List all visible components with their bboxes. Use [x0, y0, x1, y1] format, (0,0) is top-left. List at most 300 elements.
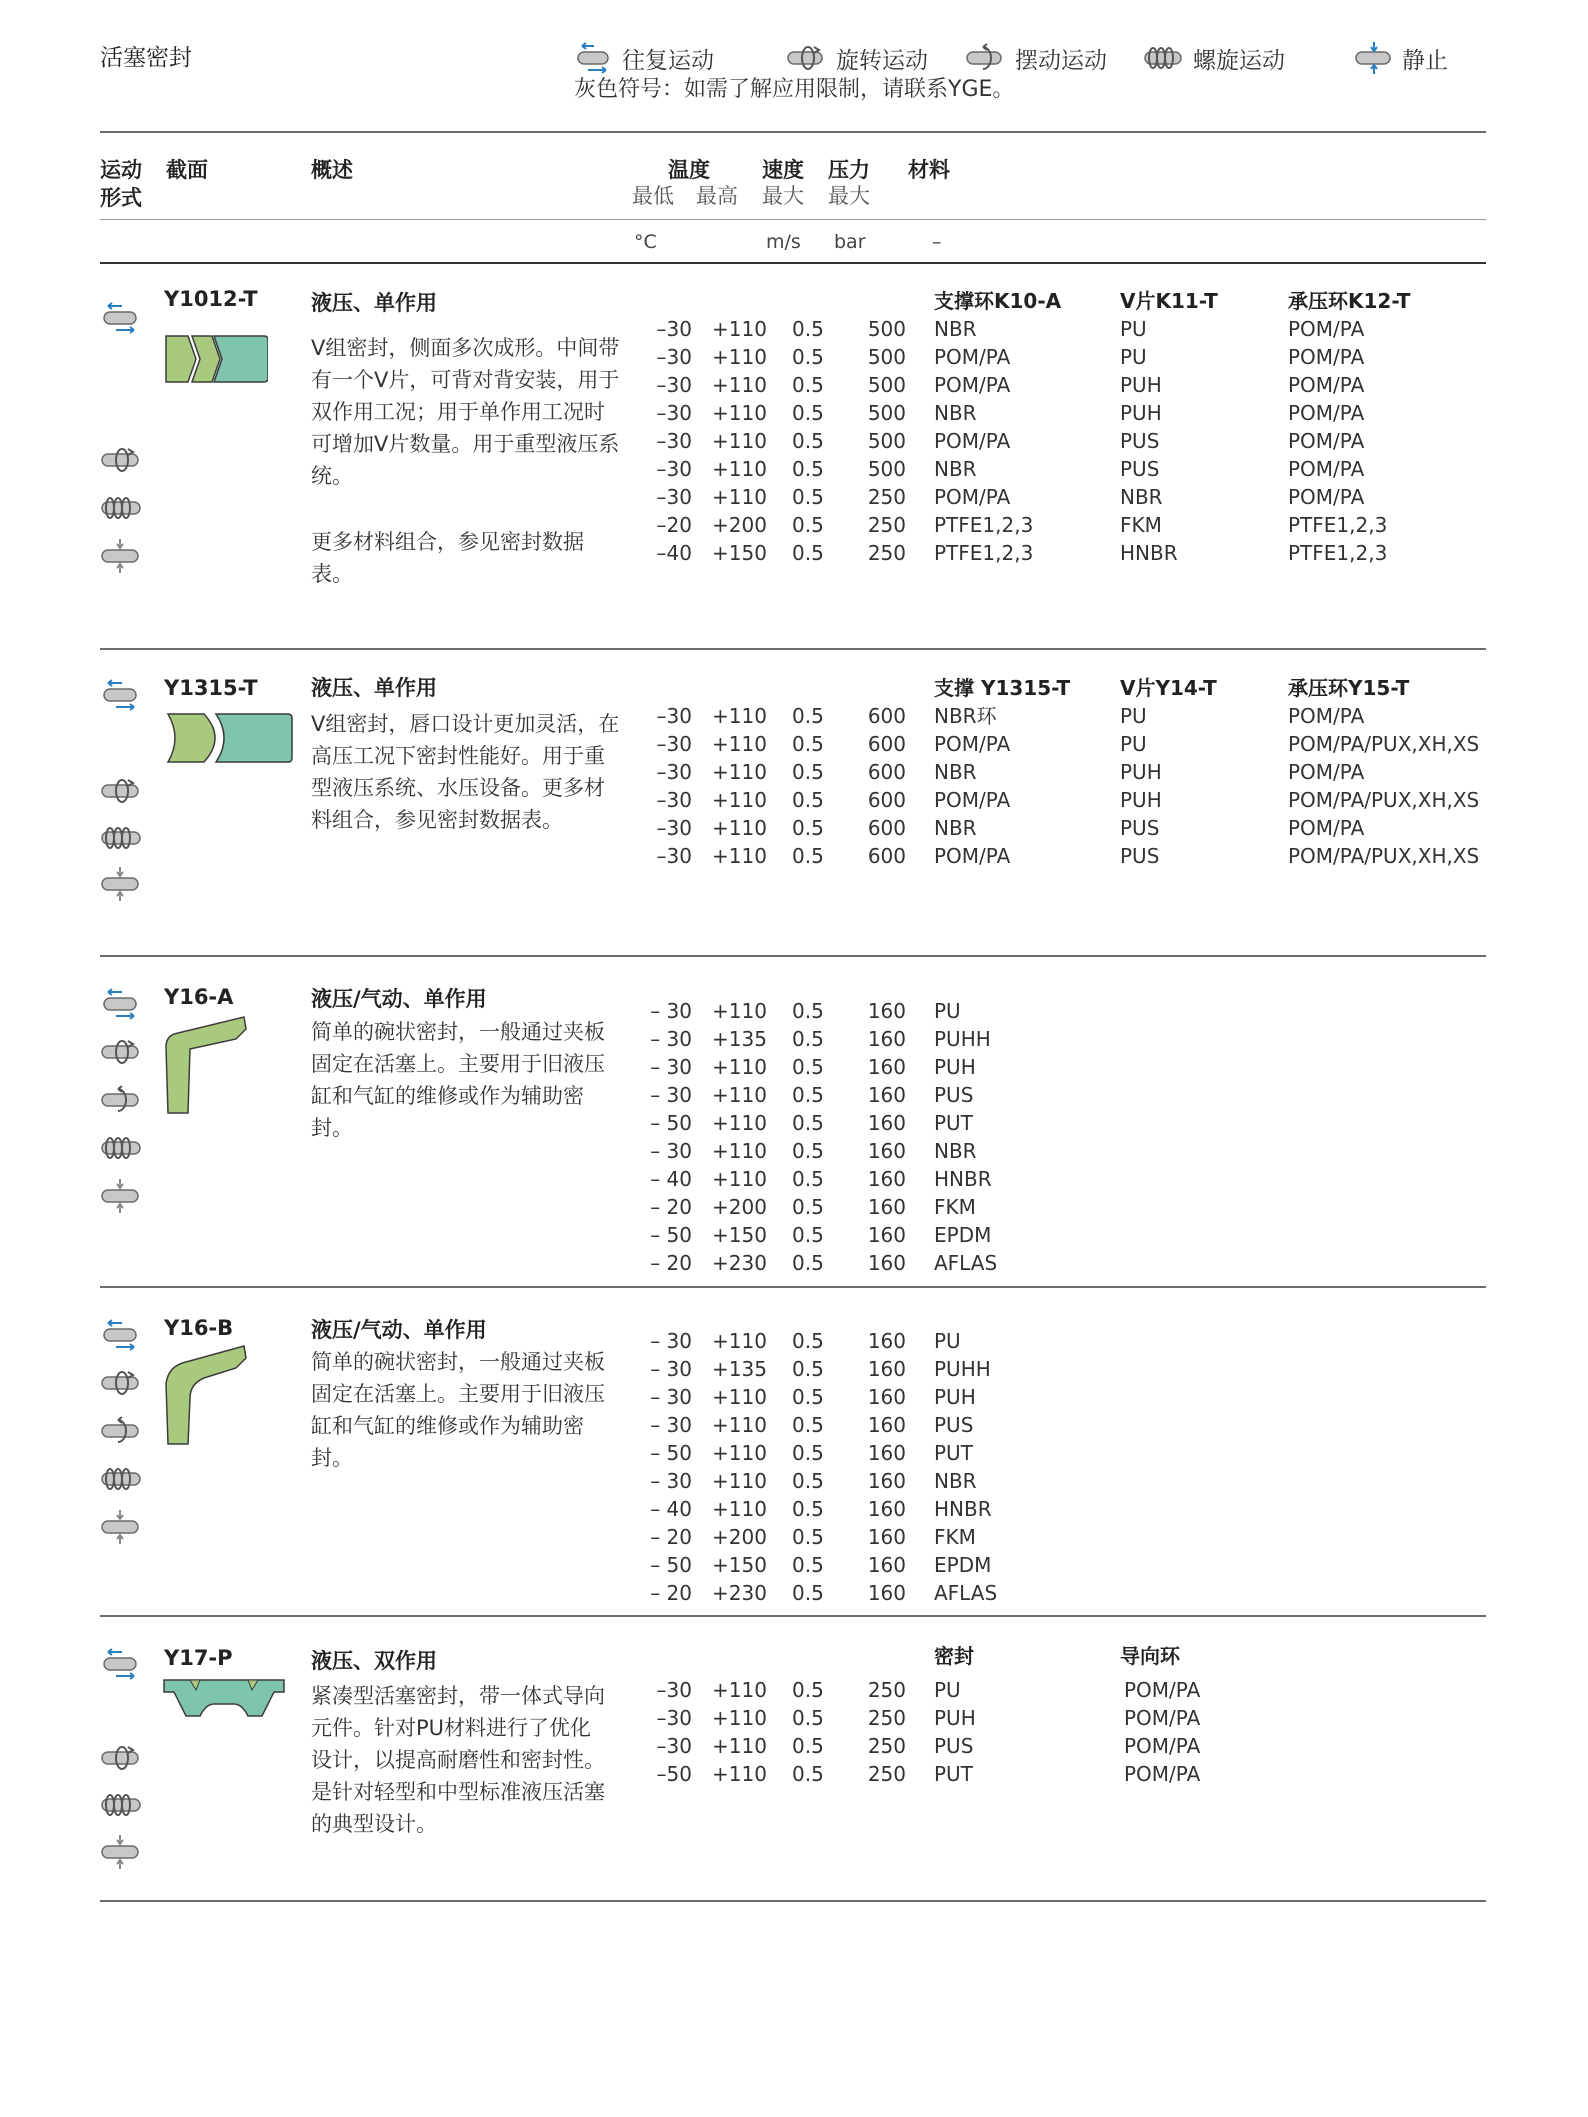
col-motion: 运动 — [100, 158, 142, 182]
table-row — [0, 1165, 1588, 1193]
cell-pressure-max: 250 — [867, 485, 906, 509]
cell-speed-max: 0.5 — [792, 1357, 824, 1381]
cell-speed-max: 0.5 — [792, 1111, 824, 1135]
cell-temp-min: – 30 — [650, 1055, 692, 1079]
cell-pressure-max: 160 — [867, 1223, 906, 1247]
col-overview: 概述 — [311, 158, 353, 182]
page-title: 活塞密封 — [100, 45, 192, 71]
cell-speed-max: 0.5 — [792, 704, 824, 728]
table-row — [0, 730, 1588, 758]
cell-material-1: PUT — [934, 1441, 973, 1465]
cell-speed-max: 0.5 — [792, 1678, 824, 1702]
product-code: Y16-A — [164, 985, 234, 1009]
cell-pressure-max: 600 — [867, 788, 906, 812]
cell-material-1: POM/PA — [934, 844, 1011, 868]
cell-speed-max: 0.5 — [792, 541, 824, 565]
table-row — [0, 758, 1588, 786]
cell-speed-max: 0.5 — [792, 1553, 824, 1577]
legend-reciprocating — [574, 38, 714, 78]
cell-speed-max: 0.5 — [792, 999, 824, 1023]
cell-pressure-max: 160 — [867, 1055, 906, 1079]
cell-material-1: POM/PA — [934, 429, 1011, 453]
table-row — [0, 1760, 1588, 1788]
table-row — [0, 786, 1588, 814]
cell-material-2: PU — [1120, 732, 1147, 756]
material-header: 承压环Y15-T — [1288, 676, 1410, 700]
cell-speed-max: 0.5 — [792, 816, 824, 840]
cell-speed-max: 0.5 — [792, 1469, 824, 1493]
cell-speed-max: 0.5 — [792, 1581, 824, 1605]
cell-temp-max: +110 — [712, 1413, 767, 1437]
cell-temp-min: –30 — [656, 704, 692, 728]
cell-temp-max: +110 — [712, 401, 767, 425]
static-icon — [100, 1834, 144, 1870]
cell-material-1: EPDM — [934, 1553, 992, 1577]
cell-temp-max: +110 — [712, 816, 767, 840]
divider — [100, 648, 1486, 650]
col-temp-max: 最高 — [696, 184, 738, 208]
cell-temp-max: +150 — [712, 1223, 767, 1247]
cell-temp-max: +110 — [712, 1083, 767, 1107]
cell-speed-max: 0.5 — [792, 1329, 824, 1353]
cell-temp-max: +110 — [712, 1762, 767, 1786]
table-row — [0, 1523, 1588, 1551]
table-row — [0, 483, 1588, 511]
cell-speed-max: 0.5 — [792, 1762, 824, 1786]
cell-material-1: PUS — [934, 1083, 974, 1107]
cell-temp-max: +150 — [712, 1553, 767, 1577]
cell-speed-max: 0.5 — [792, 1195, 824, 1219]
cell-material-2: POM/PA — [1124, 1762, 1201, 1786]
cell-temp-min: – 50 — [650, 1223, 692, 1247]
table-row — [0, 814, 1588, 842]
legend-note: 灰色符号：如需了解应用限制，请联系YGE。 — [574, 77, 1015, 102]
cell-temp-min: – 20 — [650, 1581, 692, 1605]
cell-temp-min: –30 — [656, 816, 692, 840]
table-row — [0, 997, 1588, 1025]
cell-speed-max: 0.5 — [792, 1385, 824, 1409]
cell-material-2: POM/PA — [1124, 1678, 1201, 1702]
material-header: 支撑环K10-A — [934, 289, 1062, 313]
cell-speed-max: 0.5 — [792, 732, 824, 756]
col-speed-max: 最大 — [762, 184, 804, 208]
cell-material-1: PU — [934, 999, 961, 1023]
cell-material-1: NBR — [934, 317, 977, 341]
cell-speed-max: 0.5 — [792, 429, 824, 453]
cell-material-2: PU — [1120, 317, 1147, 341]
cell-temp-max: +110 — [712, 317, 767, 341]
cell-temp-max: +110 — [712, 760, 767, 784]
product-code: Y1012-T — [164, 287, 258, 311]
cell-material-2: POM/PA — [1124, 1706, 1201, 1730]
cell-material-1: NBR — [934, 1139, 977, 1163]
cell-pressure-max: 250 — [867, 1678, 906, 1702]
cell-speed-max: 0.5 — [792, 1251, 824, 1275]
cell-temp-min: – 50 — [650, 1553, 692, 1577]
cell-material-3: POM/PA — [1288, 457, 1365, 481]
table-row — [0, 1081, 1588, 1109]
table-row — [0, 1704, 1588, 1732]
divider — [100, 1286, 1486, 1288]
cell-speed-max: 0.5 — [792, 1139, 824, 1163]
table-row — [0, 702, 1588, 730]
helical-icon — [1143, 41, 1185, 75]
cell-temp-max: +110 — [712, 999, 767, 1023]
cell-material-3: POM/PA — [1288, 485, 1365, 509]
legend-oscillating — [965, 38, 1107, 78]
helical-icon — [100, 1787, 144, 1823]
cell-pressure-max: 160 — [867, 1441, 906, 1465]
col-pressure: 压力 — [828, 158, 870, 182]
col-temperature: 温度 — [668, 158, 710, 182]
cell-material-1: EPDM — [934, 1223, 992, 1247]
cell-temp-min: –30 — [656, 373, 692, 397]
cell-temp-min: – 40 — [650, 1497, 692, 1521]
unit-material: – — [932, 231, 942, 253]
cell-material-3: POM/PA — [1288, 429, 1365, 453]
table-row — [0, 1467, 1588, 1495]
cell-speed-max: 0.5 — [792, 1027, 824, 1051]
cell-material-1: POM/PA — [934, 345, 1011, 369]
table-row — [0, 1732, 1588, 1760]
cell-pressure-max: 160 — [867, 1497, 906, 1521]
material-header: V片Y14-T — [1120, 676, 1217, 700]
product-title: 液压、单作用 — [311, 291, 437, 315]
table-row — [0, 539, 1588, 567]
cell-pressure-max: 500 — [867, 373, 906, 397]
product-title: 液压/气动、单作用 — [311, 1318, 487, 1342]
product-code: Y16-B — [164, 1316, 234, 1340]
cell-pressure-max: 160 — [867, 1329, 906, 1353]
cell-pressure-max: 160 — [867, 1553, 906, 1577]
cell-pressure-max: 160 — [867, 1083, 906, 1107]
cell-temp-min: –30 — [656, 485, 692, 509]
cell-material-3: POM/PA — [1288, 704, 1365, 728]
legend-rotary — [786, 38, 928, 78]
cell-material-3: POM/PA — [1288, 401, 1365, 425]
cell-pressure-max: 160 — [867, 1139, 906, 1163]
cell-material-3: POM/PA — [1288, 760, 1365, 784]
cell-temp-min: –30 — [656, 760, 692, 784]
cell-material-1: PU — [934, 1329, 961, 1353]
divider — [100, 262, 1486, 264]
cell-material-2: PUS — [1120, 429, 1160, 453]
cell-temp-min: –30 — [656, 457, 692, 481]
divider — [100, 1615, 1486, 1617]
cell-temp-max: +110 — [712, 1441, 767, 1465]
cell-temp-min: – 30 — [650, 1027, 692, 1051]
cell-temp-min: –50 — [656, 1762, 692, 1786]
cell-material-3: POM/PA — [1288, 373, 1365, 397]
legend-label: 往复运动 — [622, 47, 714, 74]
cell-temp-max: +110 — [712, 1469, 767, 1493]
unit-temp: °C — [634, 231, 657, 253]
table-row — [0, 1579, 1588, 1607]
unit-speed: m/s — [766, 231, 801, 253]
oscillating-icon — [965, 41, 1007, 75]
table-row — [0, 1327, 1588, 1355]
cell-temp-max: +110 — [712, 1139, 767, 1163]
table-row — [0, 1137, 1588, 1165]
cell-temp-max: +110 — [712, 788, 767, 812]
cell-speed-max: 0.5 — [792, 513, 824, 537]
cell-material-1: POM/PA — [934, 788, 1011, 812]
table-row — [0, 1249, 1588, 1277]
cell-temp-min: –30 — [656, 401, 692, 425]
static-icon — [1354, 41, 1394, 75]
cell-material-2: PUH — [1120, 401, 1162, 425]
table-row — [0, 1053, 1588, 1081]
cell-material-1: NBR — [934, 816, 977, 840]
cell-pressure-max: 600 — [867, 732, 906, 756]
cell-speed-max: 0.5 — [792, 788, 824, 812]
product-code: Y17-P — [164, 1646, 233, 1670]
cell-temp-min: – 30 — [650, 1083, 692, 1107]
cell-material-1: PUT — [934, 1111, 973, 1135]
legend-helical — [1143, 38, 1285, 78]
cell-temp-max: +230 — [712, 1581, 767, 1605]
cell-material-1: HNBR — [934, 1167, 992, 1191]
legend-label: 静止 — [1402, 47, 1448, 74]
cell-material-2: PUH — [1120, 788, 1162, 812]
reciprocating-icon — [574, 41, 614, 75]
cell-temp-max: +110 — [712, 732, 767, 756]
cell-temp-min: –30 — [656, 1678, 692, 1702]
table-row — [0, 1025, 1588, 1053]
cell-pressure-max: 250 — [867, 541, 906, 565]
cell-temp-min: –30 — [656, 345, 692, 369]
cell-material-3: PTFE1,2,3 — [1288, 541, 1388, 565]
cell-temp-max: +110 — [712, 457, 767, 481]
material-header: 密封 — [934, 1644, 974, 1668]
cell-temp-min: – 30 — [650, 1385, 692, 1409]
product-title: 液压、单作用 — [311, 676, 437, 700]
cell-temp-max: +110 — [712, 1329, 767, 1353]
cell-material-1: POM/PA — [934, 373, 1011, 397]
cell-temp-max: +110 — [712, 1055, 767, 1079]
cell-temp-min: –20 — [656, 513, 692, 537]
col-pressure-max: 最大 — [828, 184, 870, 208]
cell-temp-max: +200 — [712, 513, 767, 537]
cell-speed-max: 0.5 — [792, 1441, 824, 1465]
cell-material-1: PUS — [934, 1734, 974, 1758]
table-row — [0, 1411, 1588, 1439]
cell-temp-min: – 30 — [650, 999, 692, 1023]
cell-speed-max: 0.5 — [792, 401, 824, 425]
product-title: 液压/气动、单作用 — [311, 987, 487, 1011]
cell-speed-max: 0.5 — [792, 760, 824, 784]
cell-temp-min: –30 — [656, 732, 692, 756]
cell-material-1: PUH — [934, 1385, 976, 1409]
cell-pressure-max: 600 — [867, 844, 906, 868]
cell-material-1: NBR — [934, 457, 977, 481]
cell-temp-min: –40 — [656, 541, 692, 565]
cell-pressure-max: 500 — [867, 429, 906, 453]
cell-material-2: PU — [1120, 345, 1147, 369]
cell-temp-max: +135 — [712, 1357, 767, 1381]
cell-speed-max: 0.5 — [792, 1055, 824, 1079]
cell-pressure-max: 160 — [867, 1195, 906, 1219]
cell-temp-max: +110 — [712, 1734, 767, 1758]
cell-temp-max: +230 — [712, 1251, 767, 1275]
cell-speed-max: 0.5 — [792, 1223, 824, 1247]
cell-material-1: NBR — [934, 760, 977, 784]
cell-temp-max: +200 — [712, 1525, 767, 1549]
col-material: 材料 — [908, 158, 950, 182]
col-section: 截面 — [166, 158, 208, 182]
product-description-more: 更多材料组合，参见密封数据表。 — [311, 530, 584, 586]
cell-material-2: PUH — [1120, 373, 1162, 397]
cell-pressure-max: 160 — [867, 1027, 906, 1051]
cell-material-1: PUS — [934, 1413, 974, 1437]
cell-speed-max: 0.5 — [792, 1525, 824, 1549]
legend-static — [1354, 38, 1448, 78]
cell-temp-max: +135 — [712, 1027, 767, 1051]
cell-material-1: PUH — [934, 1706, 976, 1730]
cell-material-3: POM/PA — [1288, 317, 1365, 341]
cell-material-2: POM/PA — [1124, 1734, 1201, 1758]
cell-material-1: POM/PA — [934, 485, 1011, 509]
table-row — [0, 371, 1588, 399]
cell-temp-min: – 40 — [650, 1167, 692, 1191]
cell-pressure-max: 500 — [867, 457, 906, 481]
material-header: 承压环K12-T — [1288, 289, 1411, 313]
cell-pressure-max: 250 — [867, 1762, 906, 1786]
material-header: V片K11-T — [1120, 289, 1218, 313]
cell-pressure-max: 600 — [867, 816, 906, 840]
cell-pressure-max: 250 — [867, 513, 906, 537]
cell-material-1: PUH — [934, 1055, 976, 1079]
table-row — [0, 427, 1588, 455]
cell-temp-min: –30 — [656, 1706, 692, 1730]
cell-material-1: AFLAS — [934, 1581, 998, 1605]
cell-speed-max: 0.5 — [792, 1167, 824, 1191]
cell-temp-max: +110 — [712, 1385, 767, 1409]
cell-material-2: PUS — [1120, 457, 1160, 481]
cell-temp-max: +150 — [712, 541, 767, 565]
cell-temp-min: – 30 — [650, 1413, 692, 1437]
table-row — [0, 1221, 1588, 1249]
cell-temp-min: – 50 — [650, 1111, 692, 1135]
cell-material-1: NBR — [934, 1469, 977, 1493]
cell-material-3: POM/PA/PUX,XH,XS — [1288, 732, 1480, 756]
cell-temp-min: –30 — [656, 317, 692, 341]
cell-temp-max: +110 — [712, 704, 767, 728]
divider — [100, 955, 1486, 957]
cell-material-2: HNBR — [1120, 541, 1178, 565]
table-row — [0, 1676, 1588, 1704]
cell-pressure-max: 600 — [867, 704, 906, 728]
table-row — [0, 1551, 1588, 1579]
legend-label: 旋转运动 — [836, 47, 928, 74]
cell-pressure-max: 500 — [867, 317, 906, 341]
cell-material-3: POM/PA — [1288, 345, 1365, 369]
cell-temp-min: – 50 — [650, 1441, 692, 1465]
cell-temp-min: –30 — [656, 1734, 692, 1758]
cell-pressure-max: 500 — [867, 401, 906, 425]
cell-speed-max: 0.5 — [792, 844, 824, 868]
cell-speed-max: 0.5 — [792, 1413, 824, 1437]
product-description: 简单的碗状密封，一般通过夹板固定在活塞上。主要用于旧液压缸和气缸的维修或作为辅助密封。 — [311, 1020, 605, 1140]
cell-temp-max: +110 — [712, 1706, 767, 1730]
cell-material-2: PUS — [1120, 816, 1160, 840]
table-row — [0, 315, 1588, 343]
cell-material-1: FKM — [934, 1195, 976, 1219]
cell-temp-max: +110 — [712, 1167, 767, 1191]
cell-temp-min: – 20 — [650, 1195, 692, 1219]
cell-material-2: PU — [1120, 704, 1147, 728]
static-icon — [100, 866, 144, 902]
table-row — [0, 1495, 1588, 1523]
product-description: V组密封，唇口设计更加灵活，在高压工况下密封性能好。用于重型液压系统、水压设备。更多材料组合，参见密封数据表。 — [311, 712, 620, 832]
col-speed: 速度 — [762, 158, 804, 182]
cell-temp-min: –30 — [656, 788, 692, 812]
cell-material-3: POM/PA/PUX,XH,XS — [1288, 788, 1480, 812]
cell-temp-min: –30 — [656, 429, 692, 453]
table-row — [0, 1383, 1588, 1411]
cell-temp-min: – 20 — [650, 1251, 692, 1275]
table-row — [0, 842, 1588, 870]
cell-material-2: NBR — [1120, 485, 1163, 509]
cell-pressure-max: 160 — [867, 1111, 906, 1135]
cell-speed-max: 0.5 — [792, 1706, 824, 1730]
product-description: 紧凑型活塞密封，带一体式导向元件。针对PU材料进行了优化设计，以提高耐磨性和密封性。是针对轻型和中型标准液压活塞的典型设计。 — [311, 1684, 605, 1836]
cell-temp-max: +200 — [712, 1195, 767, 1219]
cell-pressure-max: 160 — [867, 1357, 906, 1381]
cell-pressure-max: 250 — [867, 1734, 906, 1758]
product-description: V组密封，侧面多次成形。中间带有一个V片，可背对背安装，用于双作用工况；用于单作用工况时可增加V片数量。用于重型液压系统。 — [311, 336, 620, 488]
cell-pressure-max: 160 — [867, 1469, 906, 1493]
legend-label: 螺旋运动 — [1193, 47, 1285, 74]
cell-material-2: PUH — [1120, 760, 1162, 784]
cell-material-3: PTFE1,2,3 — [1288, 513, 1388, 537]
cell-temp-min: – 30 — [650, 1469, 692, 1493]
cell-pressure-max: 160 — [867, 1251, 906, 1275]
product-title: 液压、双作用 — [311, 1649, 437, 1673]
cell-speed-max: 0.5 — [792, 1734, 824, 1758]
cell-pressure-max: 160 — [867, 1525, 906, 1549]
cell-material-1: HNBR — [934, 1497, 992, 1521]
table-row — [0, 1193, 1588, 1221]
table-row — [0, 1439, 1588, 1467]
cell-material-1: FKM — [934, 1525, 976, 1549]
cell-pressure-max: 600 — [867, 760, 906, 784]
cell-material-1: PUHH — [934, 1027, 991, 1051]
cell-material-2: FKM — [1120, 513, 1162, 537]
cell-pressure-max: 160 — [867, 999, 906, 1023]
cell-temp-max: +110 — [712, 844, 767, 868]
cell-pressure-max: 160 — [867, 1167, 906, 1191]
cell-material-1: PUHH — [934, 1357, 991, 1381]
cell-material-1: AFLAS — [934, 1251, 998, 1275]
col-motion-2: 形式 — [100, 186, 142, 210]
cell-material-1: PUT — [934, 1762, 973, 1786]
cell-temp-max: +110 — [712, 1111, 767, 1135]
cell-material-3: POM/PA/PUX,XH,XS — [1288, 844, 1480, 868]
cell-material-1: POM/PA — [934, 732, 1011, 756]
material-header: 导向环 — [1120, 1644, 1180, 1668]
cell-temp-min: – 30 — [650, 1357, 692, 1381]
cell-pressure-max: 250 — [867, 1706, 906, 1730]
cell-temp-max: +110 — [712, 429, 767, 453]
cell-material-1: PU — [934, 1678, 961, 1702]
cell-speed-max: 0.5 — [792, 1497, 824, 1521]
cell-temp-max: +110 — [712, 373, 767, 397]
table-row — [0, 399, 1588, 427]
cell-temp-max: +110 — [712, 485, 767, 509]
cell-temp-max: +110 — [712, 1678, 767, 1702]
cell-pressure-max: 160 — [867, 1413, 906, 1437]
